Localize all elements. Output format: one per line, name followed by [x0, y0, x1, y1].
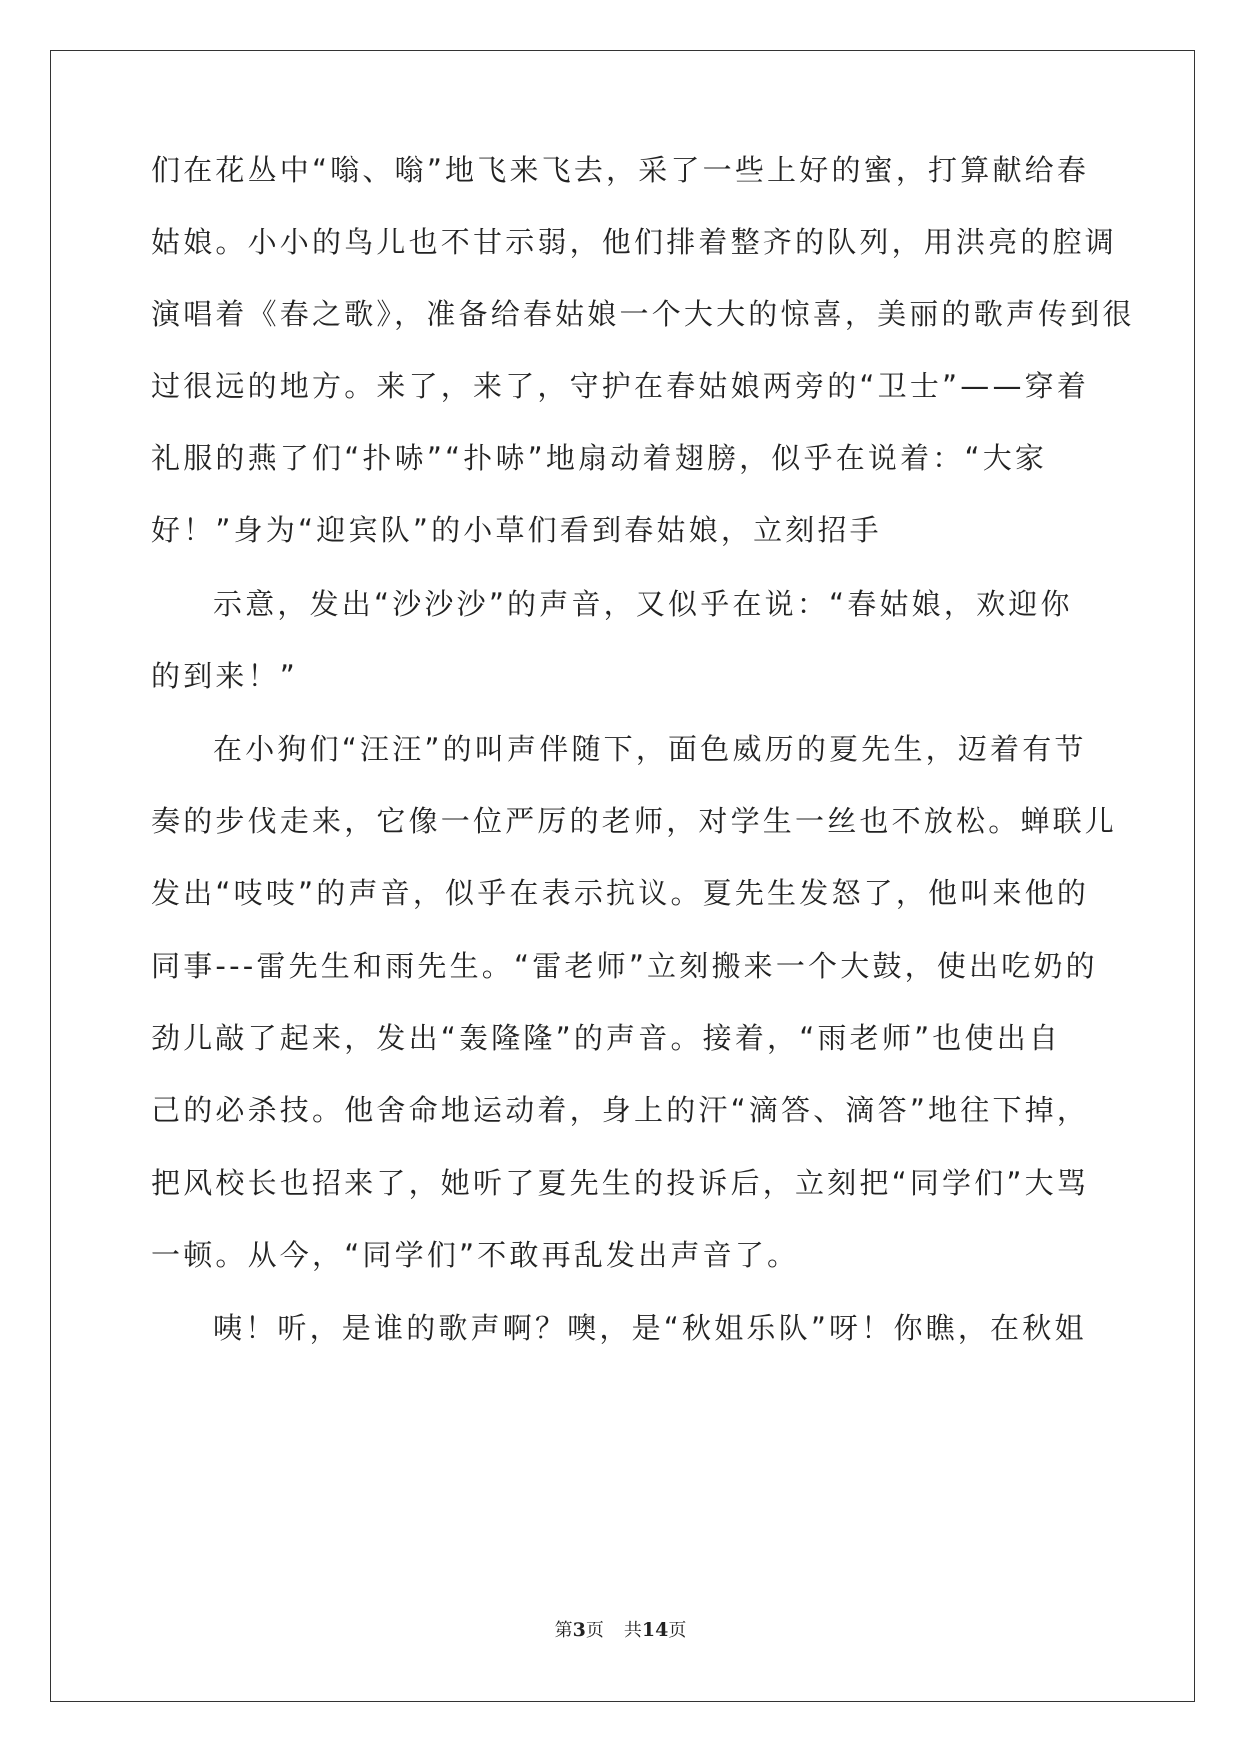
- paragraph-line: 们在花丛中“嗡、嗡”地飞来飞去，采了一些上好的蜜，打算献给春: [151, 153, 1090, 187]
- paragraph-line: 示意，发出“沙沙沙”的声音，又似乎在说：“春姑娘，欢迎你: [213, 587, 1073, 621]
- paragraph-line: 同事---雷先生和雨先生。“雷老师”立刻搬来一个大鼓，使出吃奶的: [151, 949, 1098, 983]
- paragraph-line: 演唱着《春之歌》，准备给春姑娘一个大大的惊喜，美丽的歌声传到很: [151, 297, 1135, 331]
- paragraph-line: 咦！听，是谁的歌声啊？噢，是“秋姐乐队”呀！你瞧，在秋姐: [213, 1311, 1087, 1345]
- total-page-number: 14: [641, 1619, 669, 1641]
- paragraph-line: 的到来！”: [151, 659, 299, 693]
- paragraph-line: 己的必杀技。他舍命地运动着，身上的汗“滴答、滴答”地往下掉，: [151, 1093, 1090, 1127]
- paragraph-line: 奏的步伐走来，它像一位严厉的老师，对学生一丝也不放松。蝉联儿: [151, 804, 1118, 838]
- footer-page-label: 页: [585, 1620, 604, 1641]
- paragraph-line: 一顿。从今，“同学们”不敢再乱发出声音了。: [151, 1238, 800, 1272]
- paragraph-line: 把风校长也招来了，她听了夏先生的投诉后，立刻把“同学们”大骂: [151, 1166, 1090, 1200]
- footer-total-prefix: 共: [623, 1620, 642, 1641]
- paragraph-line: 过很远的地方。来了，来了，守护在春姑娘两旁的“卫士”——穿着: [151, 369, 1090, 403]
- paragraph-line: 劲儿敲了起来，发出“轰隆隆”的声音。接着，“雨老师”也使出自: [151, 1021, 1062, 1055]
- paragraph-line: 发出“吱吱”的声音，似乎在表示抗议。夏先生发怒了，他叫来他的: [151, 876, 1090, 910]
- paragraph-line: 在小狗们“汪汪”的叫声伴随下，面色威历的夏先生，迈着有节: [213, 732, 1087, 766]
- paragraph-line: 礼服的燕了们“扑哧”“扑哧”地扇动着翅膀，似乎在说着：“大家: [151, 441, 1048, 475]
- paragraph-line: 姑娘。小小的鸟儿也不甘示弱，他们排着整齐的队列，用洪亮的腔调: [151, 225, 1118, 259]
- page-footer: [0, 1616, 1241, 1642]
- current-page-number: 3: [572, 1619, 586, 1641]
- paragraph-line: 好！”身为“迎宾队”的小草们看到春姑娘，立刻招手: [151, 513, 882, 547]
- footer-prefix: 第: [554, 1620, 573, 1641]
- footer-suffix: 页: [668, 1620, 687, 1641]
